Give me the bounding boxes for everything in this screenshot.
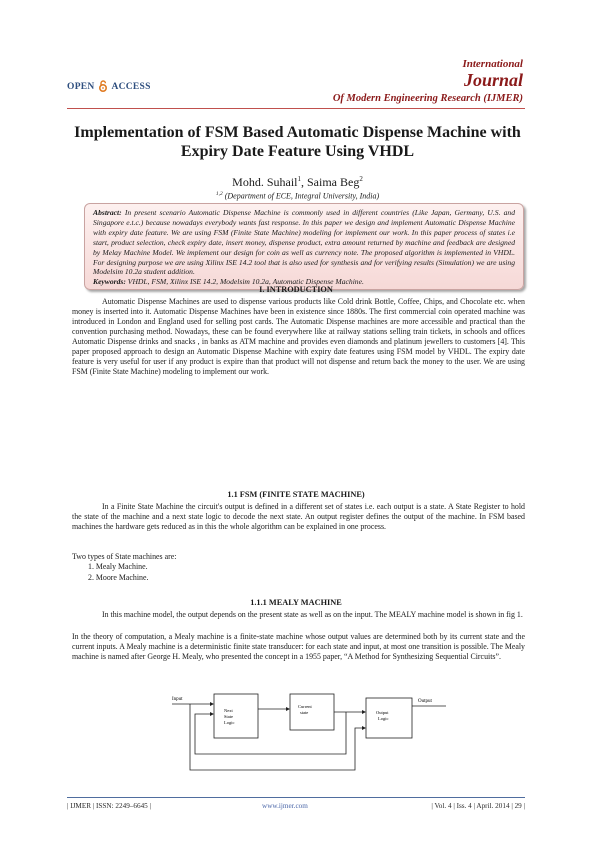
current-to-output-arrowhead [362,710,366,714]
author-1: Mohd. Suhail [232,175,298,189]
input-label: Input [172,697,183,702]
intro-paragraph: Automatic Dispense Machines are used to dispense various products like Cold drink Bottle, Coffee, Chips, and Chocolate etc. when money is inserted into it. Automatic Dispense Machines have been in existence since 1880s. The first commercial coin operated machine was introduced in London and England used for selling post cards. The Automatic Dispense machines are more accessible and practical than the convention purchasing method. Nowadays, these can be found everywhere like at railway stations selling train tickets, in schools and offices Automatic Dispense drinks and snacks , in banks as ATM machine and provides even diamonds and platinum jewellers to customers [4]. This paper proposed approach to design an Automatic Dispense Machine with expiry date features using FSM model by VHDL. The expiry date feature is very useful for user if any product is expire than that product will not dispense and return back the money to the user. We are using FSM (Finite State Machine) modeling to implement our work. [72,297,525,376]
fsm-heading: 1.1 FSM (FINITE STATE MACHINE) [227,490,365,499]
next-state-text-2: State [224,714,233,719]
affiliation-text: (Department of ECE, Integral University, India) [222,191,380,201]
footer-issn: | IJMER | ISSN: 2249–6645 | [67,802,151,810]
fsm-type-1: 1. Mealy Machine. [88,562,148,571]
title-line-2: Expiry Date Feature Using VHDL [180,143,415,160]
input-to-output-arrowhead [362,726,366,730]
next-state-logic-box [214,694,258,738]
abstract-box [84,203,524,290]
fsm-types-intro: Two types of State machines are: [72,552,177,561]
footer-website-link[interactable]: www.ijmer.com [262,802,308,810]
abstract-text: In present scenario Automatic Dispense Machine is commonly used in different countries (Like Japan, Germany, U.S. and Singapore e.t.c.) because nowadays everybody wants fast response. In this paper we design and implement Automatic Dispense Machine with expiry date feature. We are using FSM (Finite State Machine) modeling for implement our work. In this paper process of states i.e start, product selection, check expiry date, insert money, dispense product, extra amount returned by machine and feedback are designed by Melay Machine Model. We implement our design for coin as well as currency note. The proposed algorithm is implemented in VHDL. For designing purpose we are using Xilinx ISE 14.2 tool that is also used for synthesis and for verifying results (Simulation) we are using Modelsim 10.2a student addition. [93,208,515,277]
open-lock-icon [98,80,108,92]
keywords-label: Keywords: [93,277,126,287]
current-state-box [290,694,334,730]
feedback-arrowhead [210,712,214,716]
journal-international: International [462,58,523,70]
affiliation [60,191,535,201]
access-label: ACCESS [111,82,151,92]
intro-heading: I. INTRODUCTION [259,285,333,294]
author-1-sup: 1 [297,175,301,183]
input-arrowhead [210,702,214,706]
journal-subtitle: Of Modern Engineering Research (IJMER) [332,93,523,104]
keywords-text: VHDL, FSM, Xilinx ISE 14.2, Modelsim 10.2a, Automatic Dispense Machine. [125,277,364,287]
author-sep: , [301,175,307,189]
current-state-text-1: Current [298,704,312,709]
open-access-logo [67,80,151,92]
affiliation-sup: 1,2 [215,191,223,197]
mealy-paragraph-2: In the theory of computation, a Mealy machine is a finite-state machine whose output values are determined both by its current state and the current inputs. A Mealy machine is a deterministic finite state transducer: for each state and input, at most one transition is possible. The Mealy machine is named after George H. Mealy, who presented the concept in a 1955 paper, “A Method for Synthesizing Sequential Circuits”. [72,632,525,661]
author-2: Saima Beg [307,175,360,189]
output-logic-text-2: Logic [378,716,389,721]
open-label: OPEN [67,82,95,92]
next-state-text-1: Next [224,708,233,713]
author-2-sup: 2 [359,175,363,183]
next-to-current-arrowhead [286,707,290,711]
next-state-text-3: Logic [224,720,235,725]
header-divider [67,108,525,109]
mealy-heading: 1.1.1 MEALY MACHINE [250,598,342,607]
fsm-type-2: 2. Moore Machine. [88,573,149,582]
authors [60,175,535,190]
abstract-label: Abstract: [93,208,122,217]
mealy-paragraph-1: In this machine model, the output depends on the present state as well as on the input. The MEALY machine model is shown in fig 1. [102,610,523,619]
output-logic-text-1: Output [376,710,389,715]
footer-volume: | Vol. 4 | Iss. 4 | April. 2014 | 29 | [431,802,525,810]
journal-name: Journal [463,70,523,90]
title-line-1: Implementation of FSM Based Automatic Dispense Machine with [74,124,521,141]
footer-divider [67,797,525,798]
paper-title [60,123,535,161]
current-state-text-2: state [300,710,309,715]
fsm-paragraph: In a Finite State Machine the circuit's output is defined in a different set of states i.e. each output is a state. A State Register to hold the state of the machine and a next state logic to decode the next state. An output register defines the output of the machine. In FSM based machines the hardware gets reduced as in this the whole algorithm can be explained in one process. [72,502,525,531]
output-label: Output [418,699,432,704]
output-logic-box [366,698,412,738]
mealy-machine-diagram [150,684,450,780]
